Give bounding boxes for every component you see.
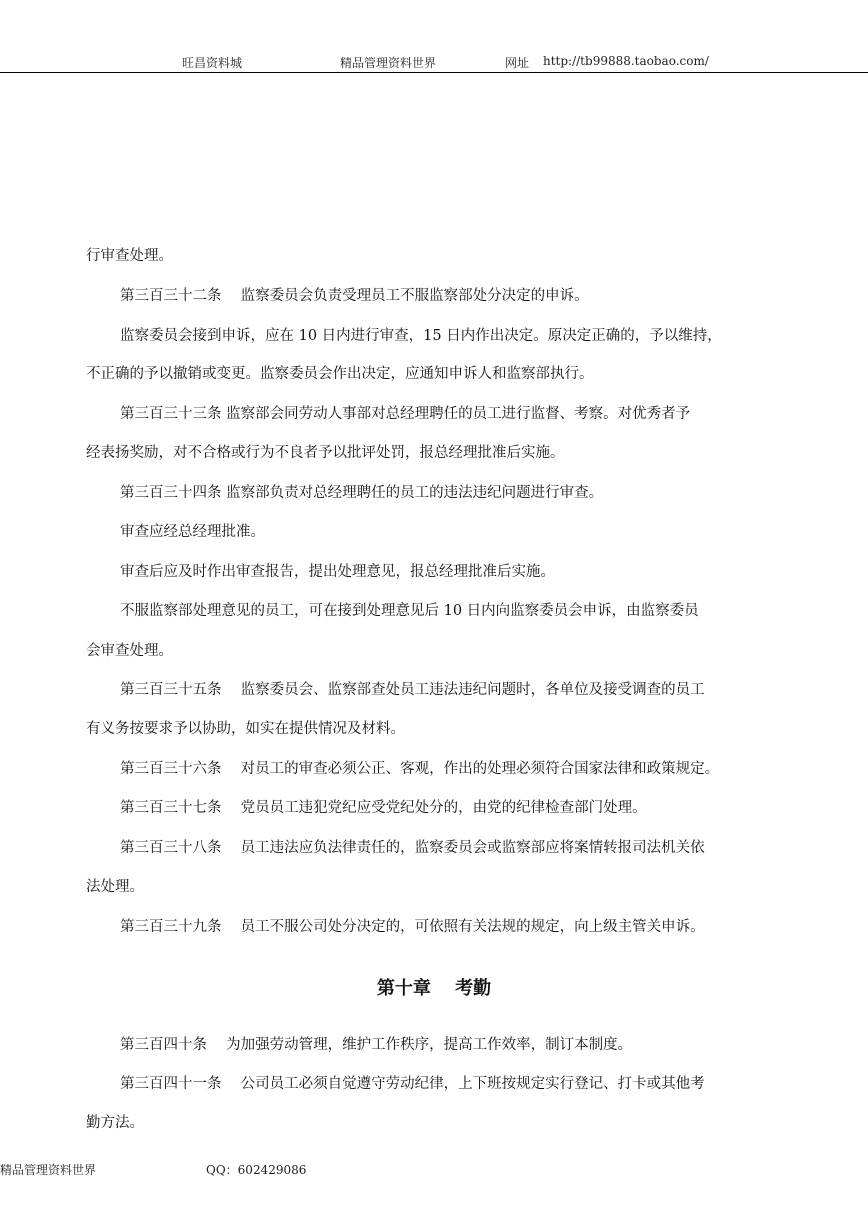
header-url: http://tb99888.taobao.com/ [543, 54, 709, 68]
paragraph-line: 经表扬奖励，对不合格或行为不良者予以批评处罚，报总经理批准后实施。 [86, 445, 565, 461]
paragraph-line: 法处理。 [86, 879, 144, 895]
article-340: 第三百四十条 为加强劳动管理，维护工作秩序，提高工作效率，制订本制度。 [120, 1037, 633, 1053]
paragraph-line: 勤方法。 [86, 1115, 144, 1131]
paragraph-line: 审查后应及时作出审查报告，提出处理意见，报总经理批准后实施。 [120, 564, 555, 580]
paragraph-line: 监察委员会接到申诉，应在 10 日内进行审查，15 日内作出决定。原决定正确的，予以维持， [120, 328, 722, 344]
header-url-label: 网址 [505, 56, 530, 70]
paragraph-line: 不正确的予以撤销或变更。监察委员会作出决定，应通知申诉人和监察部执行。 [86, 366, 594, 382]
header-divider [0, 72, 868, 73]
paragraph-line: 有义务按要求予以协助，如实在提供情况及材料。 [86, 721, 405, 737]
article-336: 第三百三十六条 对员工的审查必须公正、客观，作出的处理必须符合国家法律和政策规定。 [120, 761, 720, 777]
article-337: 第三百三十七条 党员员工违犯党纪应受党纪处分的，由党的纪律检查部门处理。 [120, 800, 647, 816]
article-339: 第三百三十九条 员工不服公司处分决定的，可依照有关法规的规定，向上级主管关申诉。 [120, 919, 705, 935]
article-341: 第三百四十一条 公司员工必须自觉遵守劳动纪律，上下班按规定实行登记、打卡或其他考 [120, 1076, 705, 1092]
paragraph-line: 审查应经总经理批准。 [120, 524, 265, 540]
article-332: 第三百三十二条 监察委员会负责受理员工不服监察部处分决定的申诉。 [120, 288, 589, 304]
header-shop: 旺昌资料城 [182, 56, 243, 70]
article-335: 第三百三十五条 监察委员会、监察部查处员工违法违纪问题时，各单位及接受调查的员工 [120, 682, 705, 698]
article-333: 第三百三十三条 监察部会同劳动人事部对总经理聘任的员工进行监督、考察。对优秀者予 [120, 406, 691, 422]
paragraph-line: 行审查处理。 [86, 248, 173, 264]
footer-qq: QQ：602429086 [206, 1163, 307, 1177]
article-338: 第三百三十八条 员工违法应负法律责任的，监察委员会或监察部应将案情转报司法机关依 [120, 840, 705, 856]
article-334: 第三百三十四条 监察部负责对总经理聘任的员工的违法违纪问题进行审查。 [120, 485, 604, 501]
paragraph-line: 会审查处理。 [86, 643, 173, 659]
header-site: 精品管理资料世界 [340, 56, 437, 70]
footer-site: 精品管理资料世界 [0, 1163, 97, 1177]
chapter-title: 第十章 考勤 [376, 978, 492, 999]
paragraph-line: 不服监察部处理意见的员工，可在接到处理意见后 10 日内向监察委员会申诉，由监察委员 [120, 603, 699, 619]
